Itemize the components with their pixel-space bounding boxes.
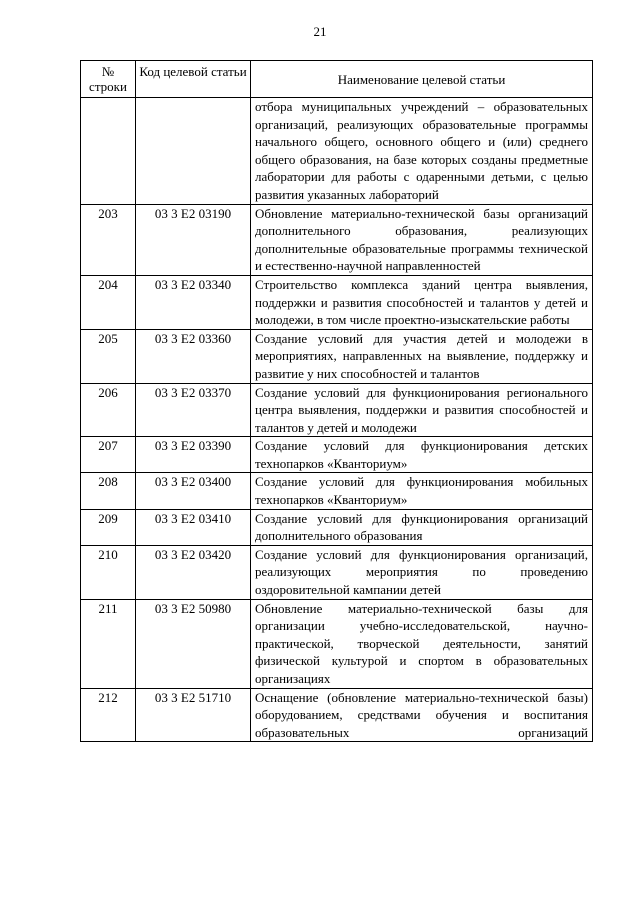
cell-row-number: 203: [81, 204, 136, 275]
cell-target-name: Создание условий для функционирования регионального центра выявления, поддержки и развития способностей и талантов у детей и молодежи: [251, 383, 593, 437]
table-row: [81, 473, 593, 509]
table-row: [81, 383, 593, 437]
table-row: [81, 437, 593, 473]
cell-target-name: Обновление материально-технической базы организаций дополнительного образования, реализующих дополнительные образовательные программы технической и естественно-научной направленностей: [251, 204, 593, 275]
cell-target-name: Создание условий для функционирования организаций, реализующих мероприятия по проведению оздоровительной кампании детей: [251, 545, 593, 599]
cell-row-number: 206: [81, 383, 136, 437]
cell-target-code: 03 3 E2 03190: [136, 204, 251, 275]
header-row-number: № строки: [81, 61, 136, 98]
cell-target-name: Строительство комплекса зданий центра выявления, поддержки и развития способностей и талантов у детей и молодежи, в том числе проектно-изыскательские работы: [251, 275, 593, 329]
table-row-continuation: [81, 98, 593, 205]
cell-target-code: 03 3 E2 51710: [136, 688, 251, 742]
cell-target-code: 03 3 E2 03410: [136, 509, 251, 545]
table-header-row: [81, 61, 593, 98]
cell-row-number: 211: [81, 599, 136, 688]
cell-target-code: 03 3 E2 03340: [136, 275, 251, 329]
cell-target-name: отбора муниципальных учреждений – образовательных организаций, реализующих образовательные программы начального общего, основного общего и (или) среднего общего образования, на базе которых созданы предметные лаборатории для работы с одаренными детьми, с целью развития указанных лабораторий: [251, 98, 593, 205]
table-row: [81, 329, 593, 383]
table-row: [81, 275, 593, 329]
cell-target-name: Создание условий для функционирования мобильных технопарков «Кванториум»: [251, 473, 593, 509]
cell-target-code: 03 3 E2 50980: [136, 599, 251, 688]
table-row: [81, 688, 593, 742]
cell-row-number: 207: [81, 437, 136, 473]
cell-row-number: 208: [81, 473, 136, 509]
cell-row-number: 205: [81, 329, 136, 383]
cell-target-name: Оснащение (обновление материально-технической базы) оборудованием, средствами обучения и воспитания образовательных организаций: [251, 688, 593, 742]
cell-target-name: Обновление материально-технической базы для организации учебно-исследовательской, научно-практической, творческой деятельности, занятий физической культурой и спортом в образовательных организациях: [251, 599, 593, 688]
cell-row-number: 212: [81, 688, 136, 742]
header-target-code: Код целевой статьи: [136, 61, 251, 98]
cell-target-code: 03 3 E2 03390: [136, 437, 251, 473]
cell-row-number: [81, 98, 136, 205]
header-target-name: Наименование целевой статьи: [251, 61, 593, 98]
cell-target-code: 03 3 E2 03400: [136, 473, 251, 509]
table-row: [81, 509, 593, 545]
target-articles-table: [80, 60, 593, 742]
table-row: [81, 204, 593, 275]
cell-target-code: 03 3 E2 03370: [136, 383, 251, 437]
table-row: [81, 599, 593, 688]
cell-target-code: 03 3 E2 03360: [136, 329, 251, 383]
cell-target-code: [136, 98, 251, 205]
table-row: [81, 545, 593, 599]
page-number: 21: [313, 24, 327, 39]
cell-row-number: 210: [81, 545, 136, 599]
cell-target-name: Создание условий для функционирования детских технопарков «Кванториум»: [251, 437, 593, 473]
cell-target-name: Создание условий для участия детей и молодежи в мероприятиях, направленных на выявление, поддержку и развитие у них способностей и талантов: [251, 329, 593, 383]
cell-row-number: 209: [81, 509, 136, 545]
cell-row-number: 204: [81, 275, 136, 329]
cell-target-name: Создание условий для функционирования организаций дополнительного образования: [251, 509, 593, 545]
cell-target-code: 03 3 E2 03420: [136, 545, 251, 599]
